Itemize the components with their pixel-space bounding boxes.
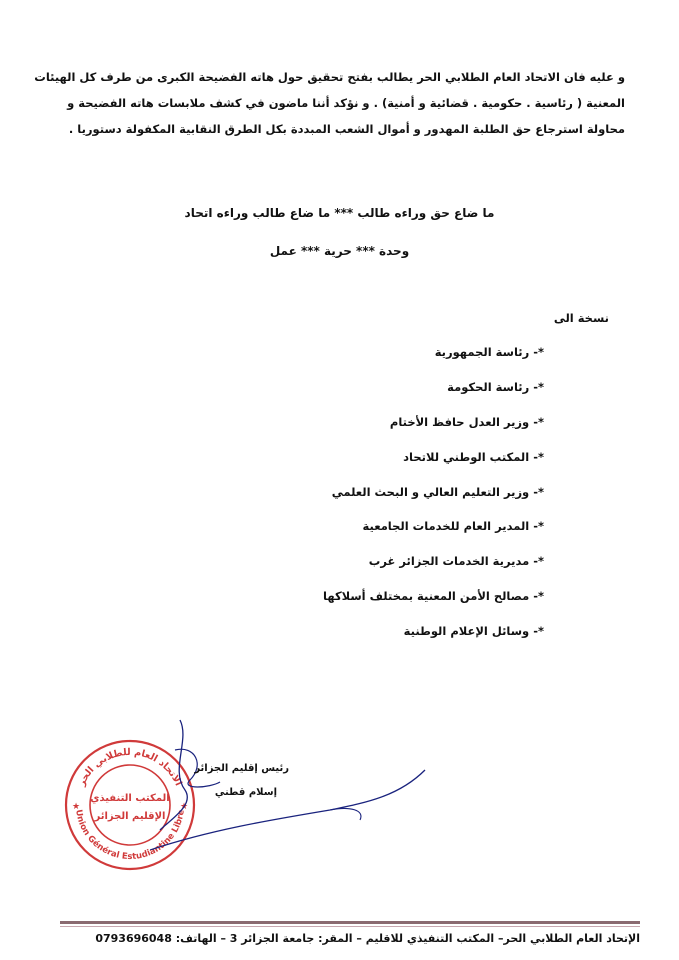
signature-title: رئيس إقليم الجزائر	[194, 763, 289, 774]
footer-contact: الإتحاد العام الطلابي الحر– المكتب التنفيذي للاقليم – المقر: جامعة الجزائر 3 – الهاتف: 0793696048	[95, 932, 640, 945]
recipient-item: *- وسائل الإعلام الوطنية	[403, 624, 544, 638]
recipient-item: *- وزير التعليم العالي و البحث العلمي	[331, 485, 544, 499]
paragraph-line: المعنية ( رئاسية . حكومية . قضائية و أمنية) . و نؤكد أننا ماضون في كشف ملابسات هاته الفضيحة و	[67, 96, 625, 110]
footer-divider	[60, 921, 640, 924]
stamp-center-text-1: المكتب التنفيذي	[90, 793, 170, 804]
recipient-item: *- وزير العدل حافظ الأختام	[389, 415, 544, 429]
stamp-center-text-2: الإقليم الجزائر	[94, 811, 166, 822]
signature-scribble	[150, 710, 430, 850]
copies-title: نسخة الى	[553, 311, 609, 325]
signature-name: إسلام قطني	[214, 787, 277, 798]
stamp-top-text: الاتحاد العام للطلابي الحر	[76, 746, 184, 788]
stamp-star-icon: ★	[180, 802, 189, 812]
recipient-item: *- مصالح الأمن المعنية بمختلف أسلاكها	[323, 589, 544, 603]
paragraph-line: و عليه فان الاتحاد العام الطلابي الحر يطالب بفتح تحقيق حول هاته الفضيحة الكبرى من طرف كل الهيئات	[34, 70, 625, 84]
recipient-item: *- المكتب الوطني للاتحاد	[403, 450, 544, 464]
recipient-item: *- رئاسة الجمهورية	[434, 345, 544, 359]
recipient-item: *- رئاسة الحكومة	[447, 380, 544, 394]
stamp-bottom-text: Union Général Estudiantine Libre	[73, 808, 187, 863]
slogan-line-1: ما ضاع حق وراءه طالب *** ما ضاع طالب وراءه اتحاد	[184, 206, 495, 220]
body-paragraph	[34, 64, 625, 142]
stamp-star-icon: ★	[72, 802, 81, 812]
recipient-item: *- المدير العام للخدمات الجامعية	[362, 519, 544, 533]
footer-divider-thin	[60, 926, 640, 927]
paragraph-line: محاولة استرجاع حق الطلبة المهدور و أموال الشعب المبددة بكل الطرق النقابية المكفولة دستوريا .	[68, 122, 625, 136]
recipient-item: *- مديرية الخدمات الجزائر غرب	[368, 554, 544, 568]
slogan-line-2: وحدة *** حرية *** عمل	[269, 244, 410, 258]
